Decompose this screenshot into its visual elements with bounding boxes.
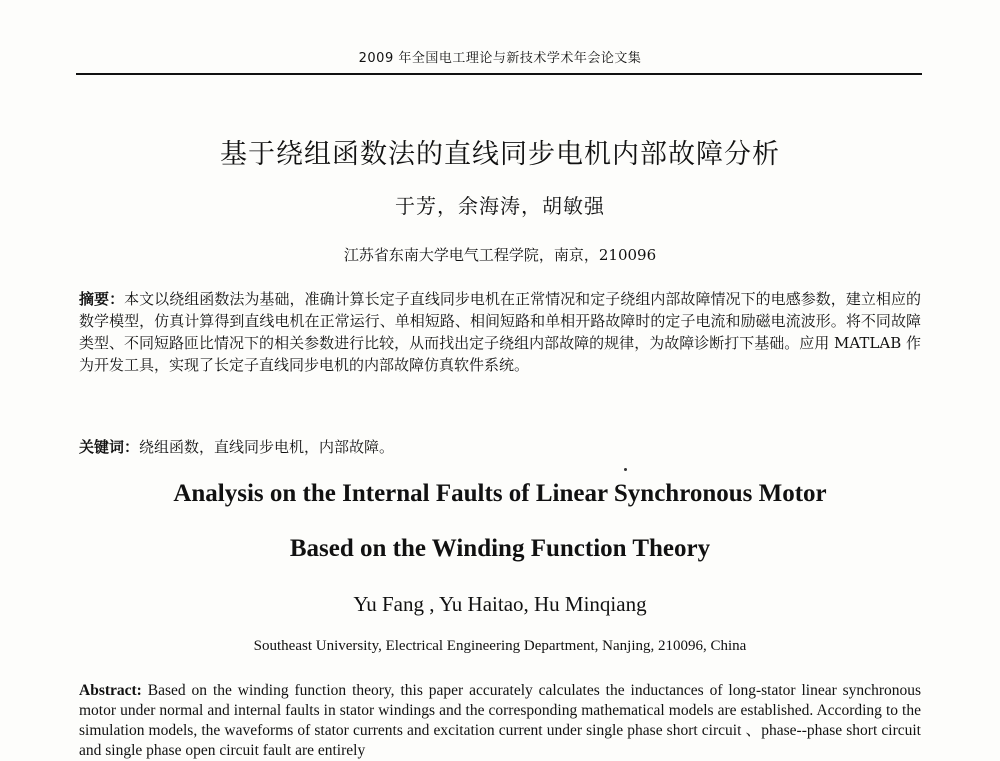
english-abstract bbox=[79, 681, 921, 761]
chinese-authors: 于芳，余海涛，胡敏强 bbox=[395, 194, 605, 218]
chinese-affiliation: 江苏省东南大学电气工程学院，南京，210096 bbox=[343, 246, 657, 264]
english-abstract-text: Based on the winding function theory, this paper accurately calculates the inductances of long-stator linear synchronous motor under normal and internal faults in stator windings and the corresponding mathematical models are established. According to the simulation models, the waveforms of stator currents and excitation current under single phase short circuit 、phase--phase short circuit and single phase open circuit fault are entirely bbox=[79, 682, 922, 759]
chinese-keywords-label: 关键词： bbox=[79, 438, 140, 456]
scan-speck bbox=[624, 468, 627, 471]
english-abstract-label: Abstract: bbox=[79, 682, 142, 699]
chinese-abstract bbox=[79, 288, 921, 376]
running-header: 2009 年全国电工理论与新技术学术年会论文集 bbox=[358, 51, 642, 66]
english-affiliation: Southeast University, Electrical Engineering Department, Nanjing, 210096, China bbox=[253, 638, 747, 654]
english-title-line-2: Based on the Winding Function Theory bbox=[289, 535, 711, 562]
chinese-abstract-label: 摘要： bbox=[79, 290, 125, 308]
chinese-keywords-text: 绕组函数，直线同步电机，内部故障。 bbox=[139, 438, 395, 456]
english-authors: Yu Fang , Yu Haitao, Hu Minqiang bbox=[353, 592, 647, 616]
header-rule bbox=[76, 73, 922, 75]
chinese-keywords bbox=[79, 436, 921, 458]
chinese-abstract-text: 本文以绕组函数法为基础，准确计算长定子直线同步电机在正常情况和定子绕组内部故障情况下的电感参数，建立相应的数学模型，仿真计算得到直线电机在正常运行、单相短路、相间短路和单相开路故障时的定子电流和励磁电流波形。将不同故障类型、不同短路匝比情况下的相关参数进行比较，从而找出定子绕组内部故障的规律，为故障诊断打下基础。应用 MATLAB 作为开发工具，实现了长定子直线同步电机的内部故障仿真软件系统。 bbox=[79, 290, 921, 374]
chinese-title: 基于绕组函数法的直线同步电机内部故障分析 bbox=[220, 139, 780, 170]
english-title-line-1: Analysis on the Internal Faults of Linear Synchronous Motor bbox=[173, 480, 827, 507]
